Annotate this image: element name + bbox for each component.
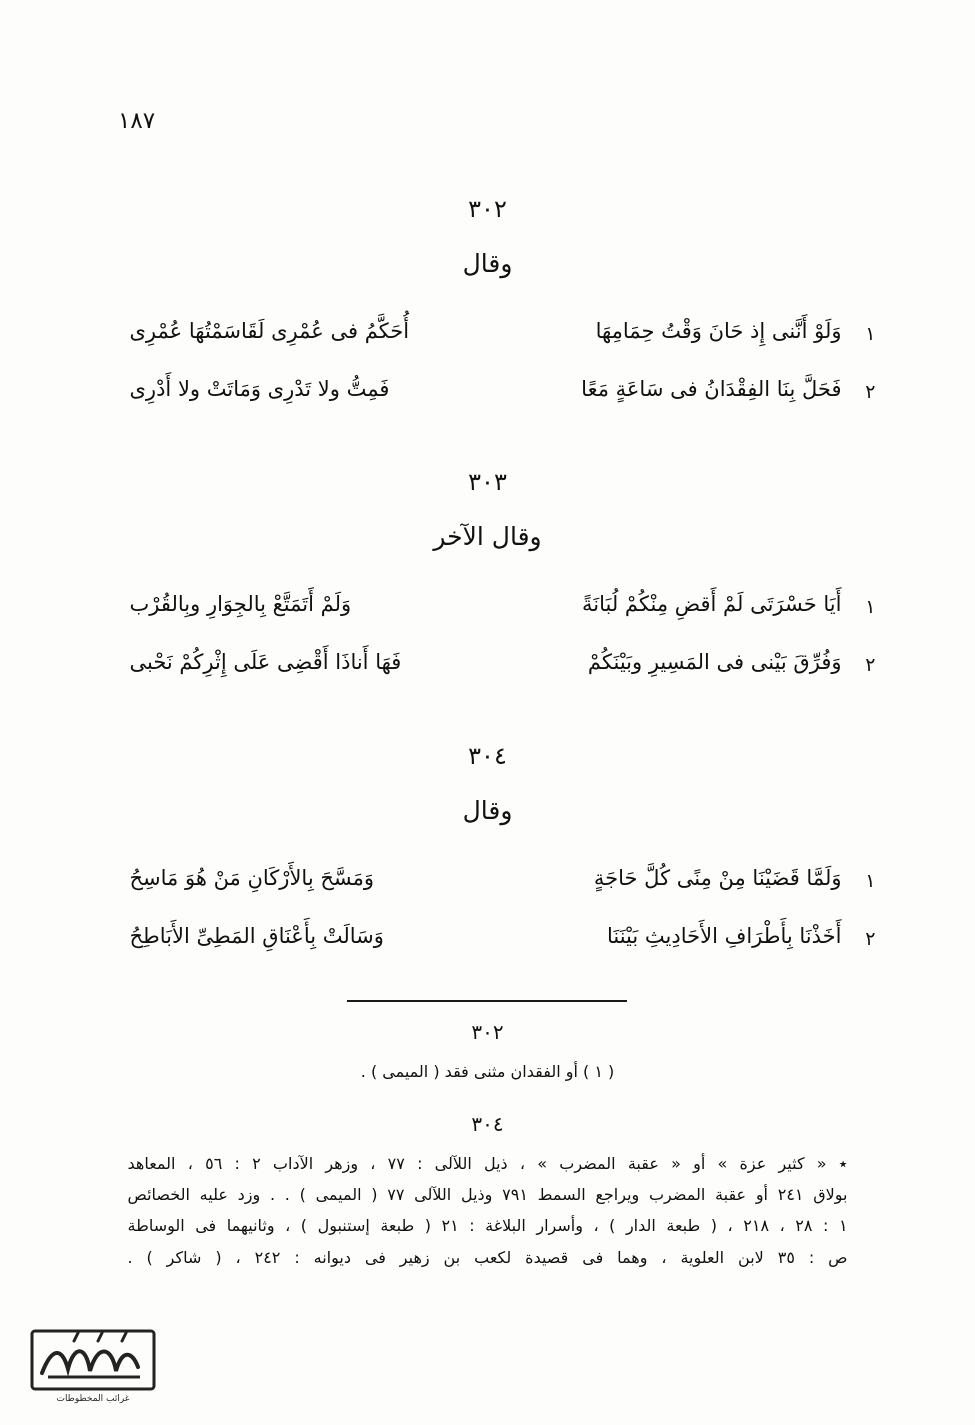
poem-number: ٣٠٢ bbox=[468, 195, 507, 223]
hemistich-first: أَيَا حَسْرَتَى لَمْ أَقضِ مِنْكُمْ لُبَانَةً bbox=[582, 592, 842, 616]
hemistich-second: وَلَمْ أَتَمَتَّعْ بِالجِوَارِ وبِالقُرْب bbox=[129, 592, 352, 616]
hemistich-first: وَلَوْ أَنَّنى إِذ حَانَ وَقْتُ حِمَامِهَا bbox=[595, 319, 842, 343]
footnote-text: بولاق ٢٤١ أو عقبة المضرب ويراجع السمط ٧٩١ وذيل اللآلى ٧٧ ( الميمى ) . . وزد عليه الخصائص bbox=[127, 1185, 848, 1205]
footnote-text: ص : ٣٥ لابن العلوية ، وهما فى قصيدة لكعب بن زهير فى ديوانه : ٢٤٢ ، ( شاكر ) . bbox=[127, 1247, 848, 1267]
verse-line bbox=[128, 859, 876, 899]
poem-block-303 bbox=[0, 468, 975, 701]
verse-index: ٢ bbox=[865, 653, 876, 676]
verse-index: ٢ bbox=[865, 927, 876, 950]
page-number: ١٨٧ bbox=[118, 108, 156, 134]
hemistich-first: أَخَذْنَا بِأَطْرَافِ الأَحَادِيثِ بَيْنَنَا bbox=[606, 923, 842, 948]
footnote-divider bbox=[347, 1000, 627, 1002]
footnote-number: ٣٠٤ bbox=[471, 1112, 504, 1136]
footnote-text: ( ١ ) أو الفقدان مثنى فقد ( الميمى ) . bbox=[360, 1062, 615, 1081]
poem-number: ٣٠٣ bbox=[468, 468, 507, 496]
footnote-number: ٣٠٢ bbox=[471, 1020, 504, 1044]
hemistich-first: وَفُرِّقَ بَيْنى فى المَسِيرِ وبَيْنَكُمْ bbox=[587, 649, 842, 674]
svg-text:غرائب المخطوطات: غرائب المخطوطات bbox=[56, 1394, 130, 1404]
hemistich-second: وَسَالَتْ بِأَعْنَاقِ المَطِىِّ الأَبَاطِحُ bbox=[129, 923, 384, 948]
hemistich-second: فَمِتُّ ولا تَدْرِى وَمَاتَتْ ولا أَدْرِى bbox=[129, 376, 390, 401]
poem-heading: وقال bbox=[462, 249, 513, 278]
poem-heading: وقال الآخر bbox=[433, 522, 542, 551]
footnote-text: ١ : ٢٨ ، ٢١٨ ، ( طبعة الدار ) ، وأسرار البلاغة : ٢١ ( طبعة إستنبول ) ، وثانيهما فى الوساطة bbox=[127, 1216, 848, 1236]
library-stamp-icon bbox=[28, 1327, 158, 1405]
verse-index: ١ bbox=[865, 323, 876, 345]
poem-block-302 bbox=[0, 195, 975, 428]
verse-line bbox=[128, 312, 876, 352]
poem-number: ٣٠٤ bbox=[468, 742, 507, 770]
poem-block-304 bbox=[0, 742, 975, 975]
footnote-group-304 bbox=[0, 1112, 975, 1273]
footnote-text: ٭ « كثير عزة » أو « عقبة المضرب » ، ذيل اللآلى : ٧٧ ، وزهر الآداب ٢ : ٥٦ ، المعاهد bbox=[127, 1154, 848, 1173]
footnote-group-302 bbox=[0, 1020, 975, 1087]
hemistich-second: فَهَا أَناذَا أَقْضِى عَلَى إِثْرِكُمْ نَحْبى bbox=[129, 649, 402, 674]
hemistich-first: فَحَلَّ بِنَا الفِقْدَانُ فى سَاعَةٍ مَعًا bbox=[581, 376, 842, 401]
verse-index: ١ bbox=[865, 870, 876, 892]
verse-line bbox=[128, 643, 876, 683]
hemistich-second: أُحَكَّمُ فى عُمْرِى لَقَاسَمْتُهَا عُمْرِى bbox=[129, 319, 410, 343]
hemistich-second: وَمَسَّحَ بِالأَرْكَانِ مَنْ هُوَ مَاسِحُ bbox=[129, 866, 375, 890]
verse-line bbox=[128, 917, 876, 957]
verse-index: ١ bbox=[865, 596, 876, 618]
poem-heading: وقال bbox=[462, 796, 513, 825]
verse-line bbox=[128, 585, 876, 625]
verse-line bbox=[128, 370, 876, 410]
hemistich-first: وَلَمَّا قَضَيْنَا مِنْ مِنًى كُلَّ حَاجَةٍ bbox=[593, 866, 842, 890]
verse-index: ٢ bbox=[865, 380, 876, 403]
